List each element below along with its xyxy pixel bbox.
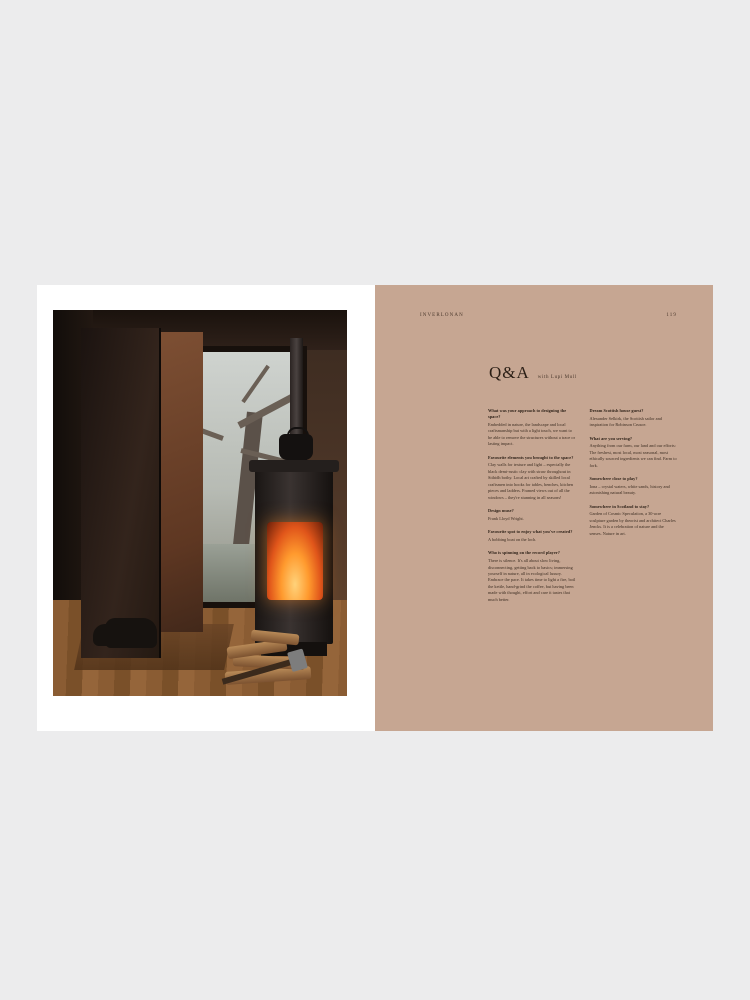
qa-item bbox=[488, 508, 576, 522]
book-spread bbox=[37, 285, 713, 731]
left-page bbox=[37, 285, 375, 731]
qa-question: What are you serving? bbox=[589, 435, 633, 441]
firewood-pile-shape bbox=[225, 618, 321, 682]
qa-answer: There is silence. It's all about slow living, disconnecting, getting back to basics; immersing yourself in nature, all in ecological luxury. Embrace the pace. It takes time to light a fire, boil the kettle, hand-grind the coffee, but having been made with thought, effort and care it tastes that much better. bbox=[488, 558, 576, 602]
right-page bbox=[375, 285, 713, 731]
running-head bbox=[420, 313, 677, 318]
fire-glow-shape bbox=[267, 522, 323, 600]
qa-item bbox=[488, 455, 576, 501]
qa-answer: Clay walls for texture and light – especially the black demi-rustic clay with straw throughout in Sithidh bothy. Local art crafted by skilled local craftsmen into hooks for tables, benches, kitchen pieces and ladders. Framed views out of all the windows – they're stunning in all seasons! bbox=[488, 462, 573, 500]
page-title: Q&A bbox=[489, 363, 530, 382]
door-panel-shape bbox=[81, 328, 161, 658]
qa-item bbox=[488, 408, 576, 448]
qa-answer: A bobbing boat on the loch. bbox=[488, 536, 537, 542]
qa-question: Dream Scottish house guest? bbox=[589, 408, 644, 413]
qa-question: What was your approach to designing the space? bbox=[488, 408, 567, 420]
stove-top-shape bbox=[249, 460, 339, 472]
qa-answer: Anything from our farm, our land and our efforts: The freshest, most local, most seasonal, most ethically sourced ingredients we can find. Farm to fork. bbox=[589, 443, 677, 468]
page-number: 119 bbox=[666, 313, 677, 318]
qa-item bbox=[590, 408, 678, 429]
qa-item bbox=[590, 476, 678, 497]
qa-column-right bbox=[590, 408, 678, 610]
qa-item bbox=[488, 529, 576, 543]
qa-column-left bbox=[488, 408, 576, 610]
running-head-title: INVERLONAN bbox=[420, 313, 464, 318]
rust-wall-shape bbox=[159, 332, 203, 632]
qa-columns bbox=[488, 408, 677, 610]
page-byline: with Lupi Mull bbox=[537, 375, 577, 380]
qa-answer: Frank Lloyd Wright. bbox=[488, 515, 524, 521]
qa-question: Design muse? bbox=[488, 508, 514, 514]
kettle-shape bbox=[279, 434, 313, 460]
stove-photo bbox=[53, 310, 347, 696]
qa-item bbox=[590, 436, 678, 469]
qa-item bbox=[488, 550, 576, 603]
qa-question: Who is spinning on the record player? bbox=[488, 550, 560, 556]
qa-question: Somewhere close to play? bbox=[589, 476, 638, 482]
qa-answer: Iona – crystal waters, white sands, history and astonishing natural beauty. bbox=[589, 483, 670, 496]
qa-item bbox=[590, 504, 678, 537]
qa-question: Favourite spot to enjoy what you've created? bbox=[488, 529, 573, 535]
boots-shape bbox=[105, 618, 157, 648]
qa-answer: Embedded in nature, the landscape and local craftsmanship but with a light touch, we want to be able to remove the structures without a trace or lasting impact. bbox=[488, 421, 576, 447]
page-title-block bbox=[489, 363, 577, 383]
qa-answer: Alexander Selkirk, the Scottish sailor and inspiration for Robinson Crusoe. bbox=[589, 415, 662, 428]
qa-question: Somewhere in Scotland to stay? bbox=[589, 503, 650, 509]
qa-answer: Garden of Cosmic Speculation, a 30-acre sculpture garden by theorist and architect Charles Jencks. It is a celebration of nature and the senses. Nature in art. bbox=[589, 511, 676, 536]
qa-question: Favourite elements you brought to the space? bbox=[488, 454, 574, 460]
photo-scene bbox=[53, 310, 347, 696]
